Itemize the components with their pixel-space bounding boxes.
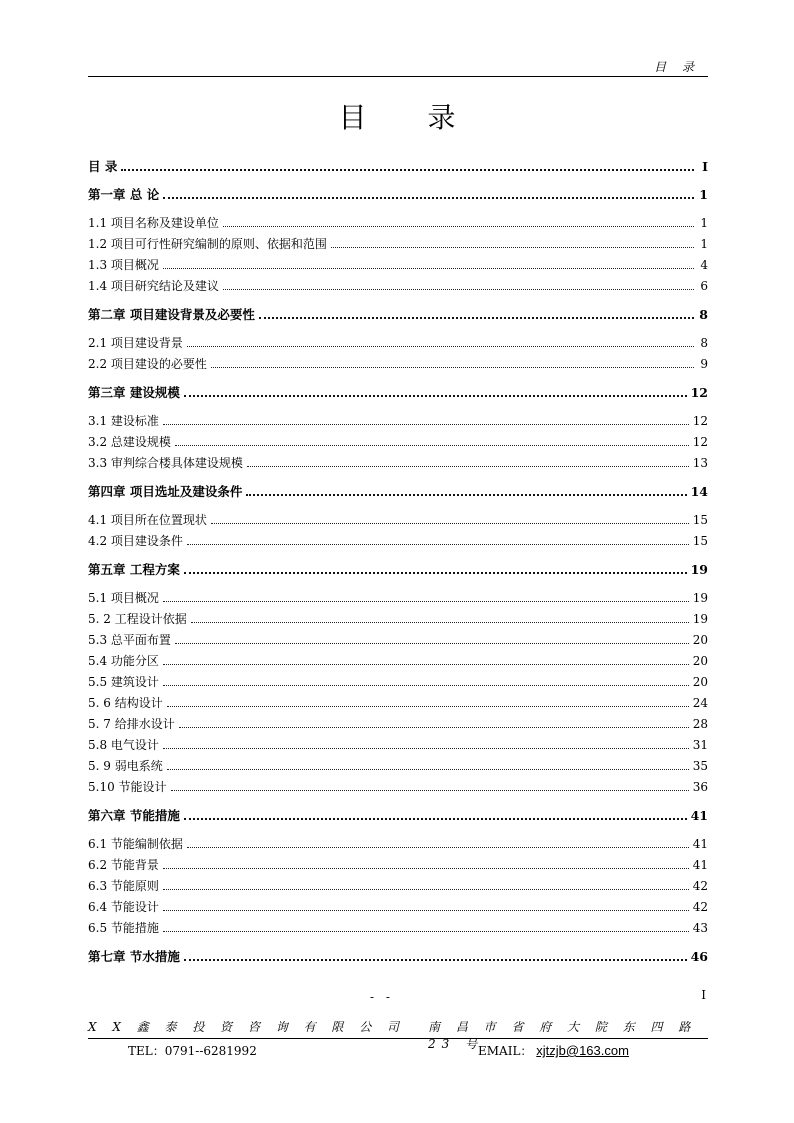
toc-entry-label: 第六章 节能措施 [88, 808, 180, 823]
running-header-title: 目 录 [654, 60, 700, 74]
toc-entry-label: 1.1 项目名称及建设单位 [88, 216, 219, 230]
toc-entry-page: 20 [692, 633, 708, 647]
toc-dot-leader [167, 705, 689, 707]
toc-dot-leader [163, 909, 689, 911]
toc-entry[interactable] [88, 629, 708, 647]
toc-entry-label: 5. 2 工程设计依据 [88, 612, 187, 626]
footer-company: X X 鑫 泰 投 资 咨 询 有 限 公 司 [88, 1020, 406, 1034]
toc-entry-page: 4 [700, 258, 708, 272]
toc-entry-label: 第一章 总 论 [88, 187, 160, 202]
toc-entry-page: 15 [692, 513, 708, 527]
toc-dot-leader [163, 663, 689, 665]
toc-entry-page: 19 [690, 562, 708, 577]
toc-entry[interactable] [88, 254, 708, 272]
toc-entry-label: 5.4 功能分区 [88, 654, 159, 668]
toc-entry-page: 20 [692, 675, 708, 689]
toc-dot-leader [184, 817, 687, 820]
toc-entry-page: 8 [700, 336, 708, 350]
toc-entry-page: 14 [690, 484, 708, 499]
toc-entry-page: 19 [692, 591, 708, 605]
toc-dot-leader [175, 642, 689, 644]
toc-entry-page: 31 [692, 738, 708, 752]
toc-entry[interactable] [88, 452, 708, 470]
toc-dot-leader [187, 543, 689, 545]
toc-entry-page: 41 [690, 808, 708, 823]
toc-entry-label: 3.2 总建设规模 [88, 435, 171, 449]
toc-dot-leader [175, 444, 689, 446]
toc-dot-leader [331, 246, 694, 248]
footer-email-link[interactable]: xjtzjb@163.com [536, 1043, 629, 1058]
toc-entry[interactable] [88, 481, 708, 499]
toc-entry-label: 6.2 节能背景 [88, 858, 159, 872]
toc-dot-leader [163, 747, 689, 749]
footer-contact [88, 1042, 708, 1060]
toc-dot-leader [259, 316, 694, 319]
toc-entry-label: 4.2 项目建设条件 [88, 534, 183, 548]
toc-dot-leader [211, 522, 689, 524]
toc-entry-page: 41 [692, 858, 708, 872]
toc-dot-leader [184, 958, 687, 961]
toc-entry-page: 12 [692, 435, 708, 449]
toc-entry-label: 5. 6 结构设计 [88, 696, 163, 710]
footer-email-label: EMAIL： [478, 1044, 533, 1058]
toc-entry[interactable] [88, 713, 708, 731]
toc-entry-page: 28 [692, 717, 708, 731]
toc-entry-label: 5.8 电气设计 [88, 738, 159, 752]
toc-entry-page: 42 [692, 900, 708, 914]
toc-entry[interactable] [88, 353, 708, 371]
toc-entry-label: 5.10 节能设计 [88, 780, 167, 794]
toc-entry[interactable] [88, 833, 708, 851]
toc-dot-leader [121, 168, 694, 171]
toc-entry-page: 9 [700, 357, 708, 371]
toc-entry[interactable] [88, 410, 708, 428]
toc-dot-leader [163, 930, 689, 932]
toc-entry-page: 1 [700, 237, 708, 251]
toc-entry[interactable] [88, 608, 708, 626]
toc-dot-leader [187, 846, 689, 848]
toc-dot-leader [167, 768, 689, 770]
toc-entry-page: 24 [692, 696, 708, 710]
toc-dot-leader [179, 726, 689, 728]
toc-entry-label: 5.3 总平面布置 [88, 633, 171, 647]
toc-entry-label: 6.3 节能原则 [88, 879, 159, 893]
toc-entry-label: 2.1 项目建设背景 [88, 336, 183, 350]
toc-entry[interactable] [88, 382, 708, 400]
toc-entry-label: 5.1 项目概况 [88, 591, 159, 605]
toc-dot-leader [163, 867, 689, 869]
toc-entry[interactable] [88, 692, 708, 710]
footer-email [478, 1042, 629, 1059]
footer-address: 南 昌 市 省 府 大 院 东 四 路 23 号 [428, 1020, 697, 1051]
toc-entry-page: 41 [692, 837, 708, 851]
toc-entry-label: 5. 7 给排水设计 [88, 717, 175, 731]
toc-entry-label: 第五章 工程方案 [88, 562, 180, 577]
toc-dot-leader [163, 600, 689, 602]
toc-entry[interactable] [88, 734, 708, 752]
toc-entry-label: 5. 9 弱电系统 [88, 759, 163, 773]
toc-entry[interactable] [88, 431, 708, 449]
toc-entry[interactable] [88, 917, 708, 935]
toc-entry-label: 3.1 建设标准 [88, 414, 159, 428]
toc-entry-label: 4.1 项目所在位置现状 [88, 513, 207, 527]
toc-entry-label: 6.1 节能编制依据 [88, 837, 183, 851]
toc-entry-page: 8 [699, 307, 708, 322]
page-number-roman: I [701, 988, 706, 1002]
toc-dot-leader [223, 225, 694, 227]
toc-dot-leader [163, 888, 689, 890]
toc-entry[interactable] [88, 671, 708, 689]
toc-entry-page: 46 [690, 949, 708, 964]
toc-entry-page: 1 [700, 216, 708, 230]
toc-entry[interactable] [88, 559, 708, 577]
toc-entry-page: 35 [692, 759, 708, 773]
toc-entry-page: 19 [692, 612, 708, 626]
toc-entry[interactable] [88, 896, 708, 914]
running-header [88, 58, 708, 77]
toc-entry-label: 3.3 审判综合楼具体建设规模 [88, 456, 243, 470]
footer-tel: TEL：0791--6281992 [128, 1044, 257, 1058]
toc-entry-page: 12 [692, 414, 708, 428]
toc-entry[interactable] [88, 854, 708, 872]
toc-entry[interactable] [88, 332, 708, 350]
toc-entry[interactable] [88, 233, 708, 251]
toc-entry-label: 6.4 节能设计 [88, 900, 159, 914]
toc-dot-leader [246, 493, 686, 496]
toc-entry-label: 6.5 节能措施 [88, 921, 159, 935]
toc-entry[interactable] [88, 530, 708, 548]
toc-entry-page: 12 [690, 385, 708, 400]
toc-entry-label: 第七章 节水措施 [88, 949, 180, 964]
toc-entry[interactable] [88, 946, 708, 964]
toc-dot-leader [223, 288, 694, 290]
page-number-dashes: - - [370, 990, 394, 1004]
toc-entry-page: 15 [692, 534, 708, 548]
toc-entry[interactable] [88, 776, 708, 794]
toc-entry-label: 1.2 项目可行性研究编制的原则、依据和范围 [88, 237, 327, 251]
toc-dot-leader [163, 196, 694, 199]
toc-entry[interactable] [88, 304, 708, 322]
toc-entry[interactable] [88, 875, 708, 893]
toc-dot-leader [191, 621, 689, 623]
toc-entry-page: I [702, 159, 708, 174]
toc-entry-label: 第三章 建设规模 [88, 385, 180, 400]
toc-entry-label: 2.2 项目建设的必要性 [88, 357, 207, 371]
toc-entry-page: 6 [700, 279, 708, 293]
toc-dot-leader [247, 465, 689, 467]
toc-entry[interactable] [88, 755, 708, 773]
toc-entry-label: 5.5 建筑设计 [88, 675, 159, 689]
toc-dot-leader [187, 345, 694, 347]
page-title: 目 录 [338, 101, 482, 134]
toc-entry[interactable] [88, 805, 708, 823]
toc-entry-label: 1.4 项目研究结论及建议 [88, 279, 219, 293]
toc-dot-leader [184, 571, 687, 574]
toc-entry[interactable] [88, 275, 708, 293]
toc-entry-label: 第二章 项目建设背景及必要性 [88, 307, 255, 322]
toc-dot-leader [184, 394, 687, 397]
toc-entry-label: 第四章 项目选址及建设条件 [88, 484, 243, 499]
toc-entry-label: 目 录 [88, 159, 118, 174]
toc-dot-leader [163, 423, 689, 425]
toc-entry-page: 42 [692, 879, 708, 893]
toc-dot-leader [171, 789, 689, 791]
toc-entry[interactable] [88, 650, 708, 668]
toc-entry-page: 20 [692, 654, 708, 668]
toc-entry[interactable] [88, 184, 708, 202]
toc-dot-leader [163, 267, 694, 269]
toc-entry-page: 43 [692, 921, 708, 935]
toc-entry-page: 36 [692, 780, 708, 794]
toc-entry-label: 1.3 项目概况 [88, 258, 159, 272]
toc-dot-leader [163, 684, 689, 686]
toc-dot-leader [211, 366, 694, 368]
toc-entry[interactable] [88, 212, 708, 230]
toc-entry-page: 1 [699, 187, 708, 202]
toc-entry[interactable] [88, 509, 708, 527]
toc-entry-page: 13 [692, 456, 708, 470]
toc-entry[interactable] [88, 156, 708, 174]
toc-entry[interactable] [88, 587, 708, 605]
